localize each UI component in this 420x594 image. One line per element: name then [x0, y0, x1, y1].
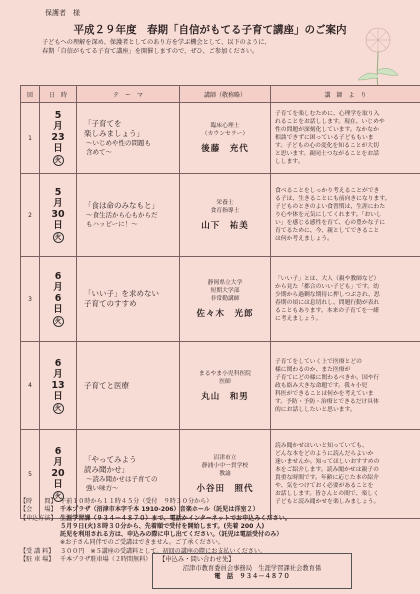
teacher-name: 小谷田 照代	[196, 484, 254, 494]
session-day: 30	[51, 209, 65, 220]
contact-phone: 電 話 ９３４－４８７０	[214, 573, 290, 580]
description-line: れることをお話しします。現在、いじめや	[275, 119, 385, 125]
teacher-cell	[180, 174, 271, 257]
info-parking-value: 千本プラザ駐車場（２時間無料）	[60, 556, 152, 564]
teacher-name: 丸山 和男	[201, 391, 249, 402]
info-fee-label: 【受 講 料】	[20, 547, 55, 555]
info-place-label: 【会 場】	[20, 506, 57, 514]
greeting: 保護者 様	[45, 9, 80, 17]
day-label: 日	[53, 479, 63, 490]
session-subtitle: もハッピーに！～	[86, 220, 138, 228]
description-line: 様に関わるのか、また医療が	[275, 366, 351, 373]
teacher-name: 山下 祐美	[201, 221, 249, 231]
description-line: どんな本をどのように読んだらよいか	[275, 451, 374, 457]
session-theme: 読み聞かせ」	[84, 465, 129, 474]
info-place	[20, 506, 410, 514]
session-theme-cell	[77, 257, 180, 342]
info-place-value: 千本プラザ（沼津市本字千本 1910-206）音楽ホール（託児は洋室２）	[60, 506, 259, 514]
info-time-label: 【時 間】	[20, 498, 57, 505]
description-line: り心や体を元気にしてくれます。「おいし	[275, 212, 382, 218]
teacher-affiliation: 栄養士	[216, 200, 234, 206]
day-label: 日	[53, 220, 63, 231]
session-theme: 「食は命のみなもと」	[84, 201, 159, 210]
info-parking-label: 【駐 車 場】	[20, 556, 55, 564]
description-line: 子どもと読み聞かせを楽しみましょう。	[275, 499, 380, 505]
session-theme: 「いい子」を求めない	[84, 289, 159, 298]
description-line: と思います。親同士つながることをお話	[275, 151, 379, 157]
header-theme: テ ー マ	[77, 86, 180, 103]
table-row	[21, 342, 420, 430]
intro-line: 春期「自信がもてる子育て講座」を開催しますので、ぜひ、ご参加ください。	[42, 48, 259, 55]
teacher-affiliation: 短期大学部	[210, 288, 240, 294]
table-header-row	[21, 86, 420, 103]
description-line: から見た「都合のいい子ども」です。幼	[275, 284, 379, 290]
description-cell	[271, 174, 420, 257]
description-line: 少期から過剰な期待に押しつぶされ、思	[275, 292, 380, 298]
info-apply	[20, 515, 410, 548]
session-month: 6	[54, 271, 62, 282]
day-label: 日	[53, 304, 63, 315]
apply-line: 託児を利用される方は、申込みの際に申し出てください。（託児は電話受付のみ）	[60, 531, 283, 539]
session-subtitle: 含めて～	[86, 148, 112, 156]
intro-line: 子どもへの理解を深め、保護者としてのあり方を学ぶ機会として、以下のように、	[42, 39, 271, 46]
session-number: 2	[21, 174, 40, 257]
table-row	[21, 257, 420, 342]
description-line: 迷いませんか。知ってほしいおすすめの	[275, 459, 380, 465]
description-cell	[271, 103, 420, 174]
description-line: 貴重な時間です。年齢に応じた本の紹介	[275, 475, 379, 481]
teacher-affiliation: 臨床心理士	[210, 123, 240, 129]
session-day: 23	[51, 132, 65, 143]
description-line: 食べることをしっかり考えることができ	[275, 188, 380, 194]
description-line: は何か考えましょう。	[275, 236, 333, 242]
session-subtitle: ～食生活から心もからだ	[86, 211, 158, 219]
description-line: 本をご紹介します。読み聞かせは親子の	[275, 467, 379, 473]
description-line: 「いい子」とは、大人（親や教師など）	[275, 276, 380, 282]
info-apply-label: 【申込方法】	[20, 514, 57, 522]
teacher-cell	[180, 342, 271, 430]
contact-title: 【申込み・問い合わせ先】	[159, 556, 235, 563]
table-row	[21, 174, 420, 257]
contact-office: 沼津市教育委員会事務局 生涯学習課社会教育係	[182, 564, 322, 572]
session-day: 13	[51, 379, 65, 391]
description-line: す。子どもの心の変化を知ることが大切	[275, 143, 379, 149]
session-theme-cell	[77, 103, 180, 174]
description-line: 相談できずに困っている子どももいま	[275, 135, 374, 141]
teacher-affiliation: まるやま小児科医院	[198, 370, 252, 377]
page-title: 平成２９年度 春期「自信がもてる子育て講座」のご案内	[73, 24, 347, 36]
description-line: 育てるために、今、親としてできること	[275, 228, 380, 234]
contact-box	[152, 553, 352, 589]
session-number: 4	[21, 342, 40, 430]
header-teacher: 講師（敬称略）	[180, 86, 271, 103]
description-line: す。予防・予防・治療とできるだけ具体	[275, 398, 379, 405]
teacher-name: 後藤 充代	[201, 144, 249, 154]
session-day: 6	[54, 293, 62, 304]
session-subtitle: ～読み聞かせは子育ての	[86, 475, 158, 483]
info-apply-value	[60, 515, 410, 548]
teacher-affiliation: （カウンセラー）	[201, 131, 249, 137]
session-theme: 子育てと医療	[84, 380, 129, 390]
session-date	[40, 257, 77, 342]
session-weekday: 火	[53, 155, 64, 166]
month-label: 月	[53, 282, 63, 293]
teacher-affiliation: 医師	[219, 378, 231, 385]
session-month: 6	[54, 446, 62, 457]
session-date	[40, 174, 77, 257]
intro-text	[42, 38, 342, 56]
session-month: 5	[54, 187, 62, 198]
header-description: 講 師 よ り	[271, 86, 420, 103]
description-line: い」を感じる感性を育て、心の豊かな子に	[275, 220, 386, 226]
teacher-affiliation: 静浦小中一貫学校	[201, 463, 249, 469]
session-theme-cell	[77, 174, 180, 257]
session-month: 5	[54, 110, 62, 121]
session-weekday: 火	[53, 403, 64, 414]
session-subtitle: 強い味方～	[86, 484, 119, 492]
description-line: 子どものときのよい食習慣は、生涯にわた	[275, 204, 386, 210]
schedule-table	[20, 85, 420, 519]
info-fee-value: ３００円 ※５講座の受講料として。初回の講座の際にお支払いください。	[60, 547, 267, 555]
apply-line: 生涯学習課（９３４－４８７０）まで、電話かインターネットでお申込みください。	[60, 514, 291, 522]
description-line: 性の問題が深刻化しています。なかなか	[275, 127, 379, 133]
teacher-affiliation: 沼津市立	[213, 455, 237, 461]
session-number: 3	[21, 257, 40, 342]
description-line: や、気をつけておく必要があることを	[275, 483, 374, 489]
teacher-cell	[180, 103, 271, 174]
session-theme-cell	[77, 342, 180, 430]
description-line: お話しします。皆さんとの間で、楽しく	[275, 491, 379, 497]
session-date	[40, 342, 77, 430]
info-time-value: 午前１０時から１１時４５分（受付 ９時３０分から）	[60, 498, 213, 505]
description-line: 科医ができることは何かを考えていま	[275, 390, 374, 397]
session-theme: 楽しみましょう」	[84, 129, 144, 138]
description-line: に考えましょう。	[275, 316, 322, 322]
description-line: 子育てを楽しむために、心理学を取り入	[275, 111, 380, 117]
description-line: 子育てにどの様に関わるべきか。国や行	[275, 374, 380, 381]
session-weekday: 火	[53, 316, 64, 327]
session-theme: 「やってみよう	[84, 455, 137, 464]
month-label: 月	[53, 198, 63, 209]
dandelion-illustration	[348, 20, 408, 90]
description-line: 子育てをしていく上で医療とどの	[275, 358, 362, 365]
day-label: 日	[53, 390, 63, 402]
day-label: 日	[53, 143, 63, 154]
teacher-affiliation: 静岡県立大学	[207, 280, 243, 286]
session-weekday: 火	[53, 232, 64, 243]
teacher-affiliation: 非常勤講師	[210, 296, 240, 302]
description-line: 春期の頃には息切れし、問題行動が表れ	[275, 300, 380, 306]
description-line: ることもあります。本来の子育てを一緒	[275, 308, 379, 314]
apply-line: ※お子さん同伴でのご受講はできません。ご了承ください。	[60, 539, 224, 547]
month-label: 月	[53, 457, 63, 468]
teacher-affiliation: 食育指導士	[210, 208, 240, 214]
description-line: しします。	[275, 159, 304, 165]
session-date	[40, 103, 77, 174]
description-line: る子は、生きることにも前向きになります。	[275, 196, 391, 202]
description-cell	[271, 257, 420, 342]
session-theme: 子育てのすすめ	[84, 299, 137, 308]
description-line: 政も絡み大きな命題です。我々小児	[275, 382, 368, 389]
header-date: 日 時	[40, 86, 77, 103]
apply-line: ５月９日(火)８時３０分から、先着順で受付を開始します。(先着 200 人)	[60, 522, 265, 530]
description-line: 的にお話ししたいと思います。	[275, 406, 356, 413]
teacher-name: 佐々木 光郎	[196, 309, 254, 319]
session-number: 1	[21, 103, 40, 174]
month-label: 月	[53, 121, 63, 132]
month-label: 月	[53, 368, 63, 380]
teacher-cell	[180, 257, 271, 342]
session-number: 5	[21, 430, 40, 519]
session-subtitle: ～いじめや性の問題も	[86, 139, 151, 147]
session-month: 6	[54, 357, 62, 369]
table-row	[21, 103, 420, 174]
description-cell	[271, 342, 420, 430]
session-weekday: 火	[53, 491, 64, 502]
description-line: 読み聞かせはいいと知っていても、	[275, 443, 368, 449]
header-no: 回	[21, 86, 40, 103]
session-day: 20	[51, 468, 65, 479]
session-theme: 「子育てを	[84, 119, 122, 128]
teacher-affiliation: 教諭	[219, 471, 231, 477]
